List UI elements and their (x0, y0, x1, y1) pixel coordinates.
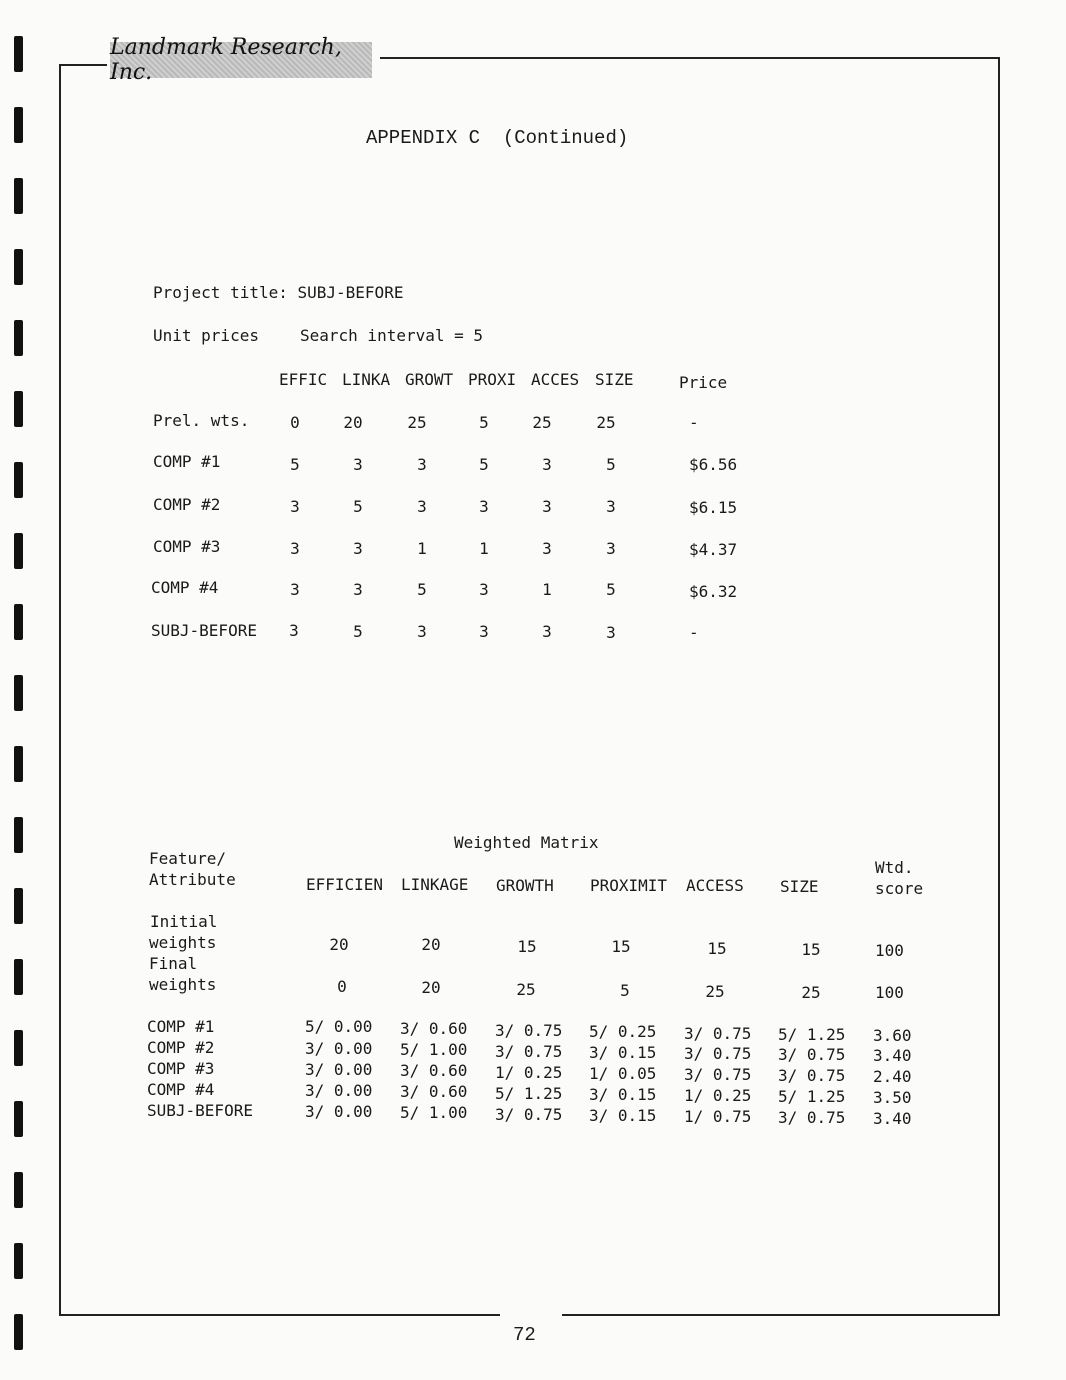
table-cell: 20 (343, 413, 363, 432)
table-cell: 5 (479, 455, 489, 474)
table-cell: 3/ 0.60 (400, 1082, 468, 1101)
table-cell: 3 (353, 580, 363, 599)
table-cell: 3 (479, 622, 489, 641)
binder-hole (14, 1030, 23, 1066)
table-cell: 3/ 0.60 (400, 1061, 468, 1080)
table-cell: 5 (417, 580, 427, 599)
table-cell: 3/ 0.75 (778, 1066, 846, 1085)
table-cell: 5/ 1.00 (400, 1040, 468, 1059)
table-cell: 5/ 0.00 (305, 1017, 373, 1036)
table-cell: 5 (606, 580, 616, 599)
table-cell: 1/ 0.05 (589, 1064, 657, 1083)
score-cell: 3.40 (873, 1046, 912, 1065)
table-cell: 25 (532, 413, 552, 432)
binder-hole (14, 249, 23, 285)
table-cell: 25 (407, 413, 427, 432)
table-cell: 25 (801, 983, 821, 1002)
binder-hole (14, 36, 23, 72)
price-header: Price (679, 373, 728, 392)
column-header: SIZE (595, 370, 634, 389)
table-cell: 5 (353, 497, 363, 516)
table-cell: 3 (290, 497, 300, 516)
table-cell: 3 (479, 497, 489, 516)
table-cell: 3/ 0.15 (589, 1043, 657, 1062)
price-cell: - (689, 623, 699, 642)
table-cell: 1/ 0.25 (684, 1086, 752, 1105)
score-header: score (875, 879, 924, 898)
table-cell: 5 (479, 413, 489, 432)
table-cell: 3 (289, 621, 299, 640)
table-cell: 5/ 0.25 (589, 1022, 657, 1041)
table-cell: 5/ 1.25 (495, 1084, 563, 1103)
table-cell: 3 (542, 497, 552, 516)
binder-hole (14, 462, 23, 498)
column-header: GROWT (405, 370, 454, 389)
table-cell: 3/ 0.75 (684, 1024, 752, 1043)
logo-text: Landmark Research, Inc. (110, 35, 342, 85)
column-header: LINKAGE (401, 875, 469, 894)
table-cell: 3 (606, 623, 616, 642)
binder-hole (14, 604, 23, 640)
table-cell: 3/ 0.00 (305, 1081, 373, 1100)
row-label: COMP #1 (153, 452, 221, 471)
table-cell: 5 (620, 981, 630, 1000)
binder-hole (14, 1101, 23, 1137)
column-header: PROXI (468, 370, 517, 389)
frame-line (998, 57, 1000, 1315)
table-cell: 3 (417, 497, 427, 516)
price-cell: $4.37 (689, 540, 738, 559)
price-cell: - (689, 413, 699, 432)
column-header: ACCES (531, 370, 580, 389)
row-label: COMP #4 (147, 1080, 215, 1099)
frame-line (59, 1314, 500, 1316)
unit-prices-label: Unit prices (153, 326, 259, 345)
row-label: Prel. wts. (153, 411, 250, 430)
table-cell: 3/ 0.75 (778, 1108, 846, 1127)
binder-hole (14, 888, 23, 924)
table-cell: 3/ 0.75 (495, 1021, 563, 1040)
score-cell: 3.60 (873, 1026, 912, 1045)
table-cell: 3/ 0.00 (305, 1102, 373, 1121)
row-label: COMP #2 (153, 495, 221, 514)
row-label: COMP #1 (147, 1017, 215, 1036)
table-cell: 5/ 1.25 (778, 1087, 846, 1106)
table-cell: 3 (290, 580, 300, 599)
table-cell: 3 (542, 455, 552, 474)
table-cell: 3 (606, 497, 616, 516)
binder-hole (14, 320, 23, 356)
table-cell: 3/ 0.75 (495, 1042, 563, 1061)
table-cell: 3 (606, 539, 616, 558)
price-cell: $6.56 (689, 455, 738, 474)
row-label: weights (149, 975, 217, 994)
binder-hole (14, 675, 23, 711)
table-cell: 3/ 0.00 (305, 1060, 373, 1079)
frame-line (59, 64, 61, 1314)
table-cell: 5 (290, 455, 300, 474)
table-cell: 3/ 0.00 (305, 1039, 373, 1058)
row-label: SUBJ-BEFORE (151, 621, 257, 640)
table-cell: 3/ 0.75 (684, 1044, 752, 1063)
column-header: PROXIMIT (590, 876, 668, 895)
score-cell: 3.40 (873, 1109, 912, 1128)
score-cell: 2.40 (873, 1067, 912, 1086)
table-cell: 1/ 0.25 (495, 1063, 563, 1082)
table-cell: 3 (290, 539, 300, 558)
binder-hole (14, 1172, 23, 1208)
table-cell: 3 (417, 622, 427, 641)
table-cell: 3/ 0.75 (495, 1105, 563, 1124)
binder-hole (14, 1243, 23, 1279)
table-cell: 0 (290, 413, 300, 432)
score-header: Wtd. (875, 858, 914, 877)
table-cell: 3 (542, 622, 552, 641)
table-cell: 1/ 0.75 (684, 1107, 752, 1126)
table-cell: 3 (353, 539, 363, 558)
table-cell: 15 (517, 937, 537, 956)
table-cell: 25 (705, 982, 725, 1001)
feature-label: Feature/ (149, 849, 227, 868)
table-cell: 1 (479, 539, 489, 558)
search-interval: Search interval = 5 (300, 326, 484, 345)
table-cell: 1 (417, 539, 427, 558)
score-cell: 100 (875, 983, 904, 1002)
score-cell: 3.50 (873, 1088, 912, 1107)
frame-line (59, 64, 107, 66)
table-cell: 5/ 1.25 (778, 1025, 846, 1044)
column-header: GROWTH (496, 876, 554, 895)
row-label: SUBJ-BEFORE (147, 1101, 253, 1120)
table-cell: 3 (353, 455, 363, 474)
table-cell: 15 (707, 939, 727, 958)
company-logo (110, 35, 372, 85)
table-cell: 25 (596, 413, 616, 432)
row-label: Initial (150, 912, 218, 931)
table-cell: 3/ 0.75 (684, 1065, 752, 1084)
table-cell: 3/ 0.15 (589, 1085, 657, 1104)
table-cell: 3/ 0.75 (778, 1045, 846, 1064)
binder-hole (14, 746, 23, 782)
column-header: SIZE (780, 877, 819, 896)
table-cell: 1 (542, 580, 552, 599)
page-title: APPENDIX C (Continued) (366, 127, 629, 149)
frame-line (562, 1314, 1000, 1316)
binder-hole (14, 178, 23, 214)
table-cell: 15 (611, 937, 631, 956)
table-cell: 5 (353, 622, 363, 641)
table-cell: 20 (421, 978, 441, 997)
table-cell: 20 (329, 935, 349, 954)
column-header: EFFIC (279, 370, 328, 389)
row-label: COMP #4 (151, 578, 219, 597)
table-cell: 20 (421, 935, 441, 954)
binder-hole (14, 817, 23, 853)
table-cell: 25 (516, 980, 536, 999)
binder-hole (14, 391, 23, 427)
row-label: Final (149, 954, 198, 973)
binder-hole (14, 1314, 23, 1350)
column-header: ACCESS (686, 876, 744, 895)
table-cell: 3/ 0.15 (589, 1106, 657, 1125)
binder-hole (14, 959, 23, 995)
page-number: 72 (513, 1324, 536, 1346)
row-label: COMP #3 (153, 537, 221, 556)
table-cell: 0 (337, 977, 347, 996)
project-title: Project title: SUBJ-BEFORE (153, 283, 404, 302)
binder-hole (14, 533, 23, 569)
table-cell: 15 (801, 940, 821, 959)
table-cell: 3 (479, 580, 489, 599)
matrix-title: Weighted Matrix (454, 833, 599, 852)
column-header: LINKA (342, 370, 391, 389)
attribute-label: Attribute (149, 870, 236, 889)
table-cell: 3 (417, 455, 427, 474)
table-cell: 5 (606, 455, 616, 474)
binder-hole (14, 107, 23, 143)
row-label: COMP #3 (147, 1059, 215, 1078)
row-label: weights (149, 933, 217, 952)
score-cell: 100 (875, 941, 904, 960)
frame-line (380, 57, 999, 59)
column-header: EFFICIEN (306, 875, 384, 894)
price-cell: $6.15 (689, 498, 738, 517)
table-cell: 3/ 0.60 (400, 1019, 468, 1038)
row-label: COMP #2 (147, 1038, 215, 1057)
table-cell: 3 (542, 539, 552, 558)
table-cell: 5/ 1.00 (400, 1103, 468, 1122)
price-cell: $6.32 (689, 582, 738, 601)
